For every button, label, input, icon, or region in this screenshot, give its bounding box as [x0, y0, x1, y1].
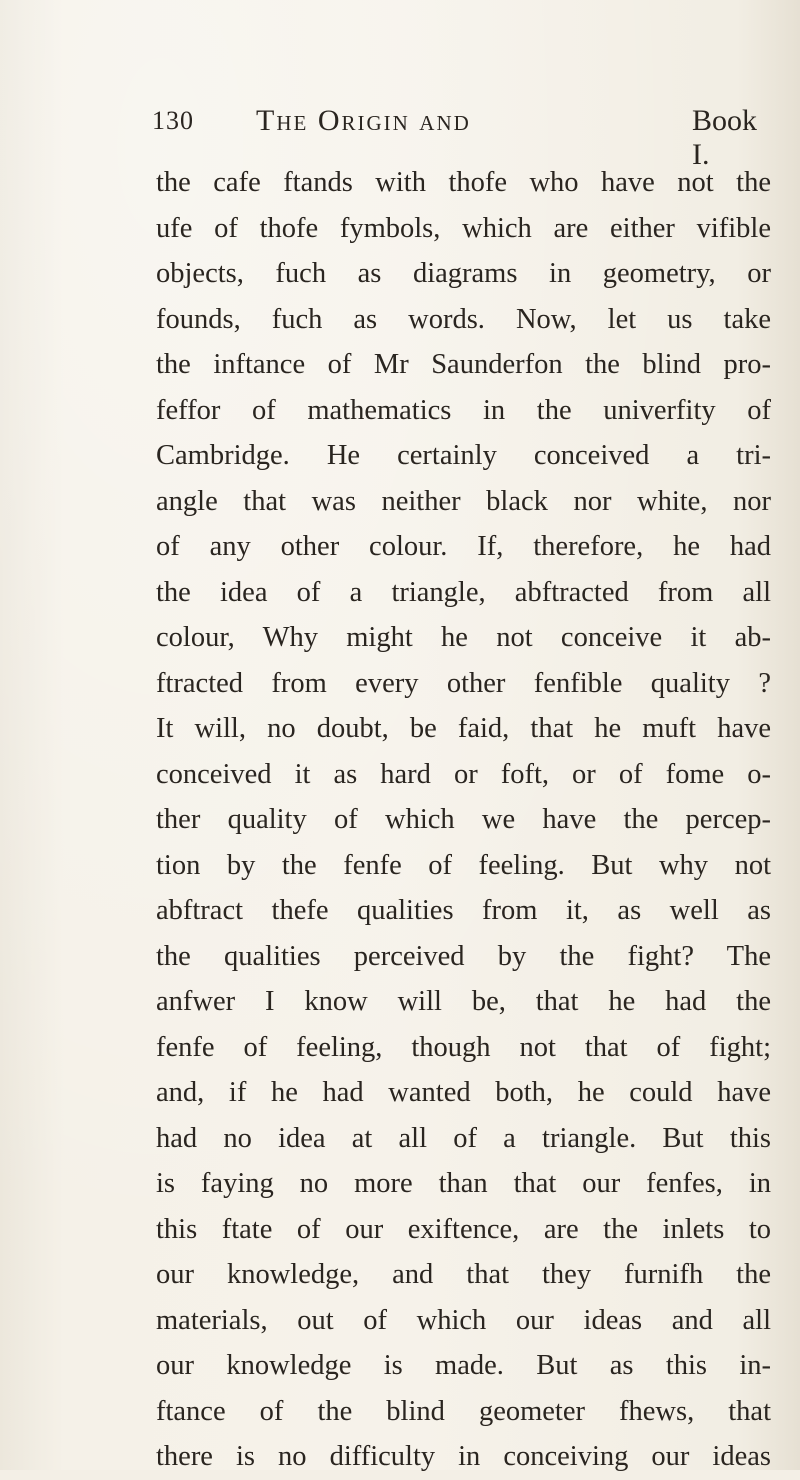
text-line: fenfe of feeling, though not that of fight; — [156, 1031, 771, 1063]
text-line: ufe of thofe fymbols, which are either vifible — [156, 212, 771, 244]
text-line: tion by the fenfe of feeling. But why not — [156, 849, 771, 881]
text-line: is faying no more than that our fenfes, in — [156, 1168, 771, 1199]
running-title: The Origin and — [256, 104, 471, 137]
text-line: the inftance of Mr Saunderfon the blind pro- — [156, 349, 771, 380]
text-line: this ftate of our exiftence, are the inlets to — [156, 1213, 771, 1245]
text-line: materials, out of which our ideas and all — [156, 1304, 771, 1336]
page-number: 130 — [152, 106, 194, 135]
text-line: ther quality of which we have the percep- — [156, 804, 771, 835]
text-line: abftract thefe qualities from it, as well as — [156, 895, 771, 926]
text-line: objects, fuch as diagrams in geometry, or — [156, 258, 771, 289]
text-line: had no idea at all of a triangle. But this — [156, 1122, 771, 1154]
running-header — [152, 104, 772, 171]
book-label: Book I. — [692, 104, 758, 171]
text-line: ftance of the blind geometer fhews, that — [156, 1395, 771, 1427]
body-text — [156, 160, 771, 1480]
text-line: angle that was neither black nor white, nor — [156, 485, 771, 517]
text-line: there is no difficulty in conceiving our ideas — [156, 1441, 771, 1472]
text-line: colour, Why might he not conceive it ab- — [156, 622, 771, 653]
text-line: our knowledge, and that they furnifh the — [156, 1259, 771, 1290]
text-line: founds, fuch as words. Now, let us take — [156, 303, 771, 335]
text-line: of any other colour. If, therefore, he had — [156, 531, 771, 562]
text-line: Cambridge. He certainly conceived a tri- — [156, 440, 771, 471]
text-line: ftracted from every other fenfible quality ? — [156, 667, 771, 699]
text-line: conceived it as hard or foft, or of fome o- — [156, 758, 771, 790]
text-line: our knowledge is made. But as this in- — [156, 1350, 771, 1381]
text-line: It will, no doubt, be faid, that he muft have — [156, 713, 771, 744]
text-line: the idea of a triangle, abftracted from all — [156, 576, 771, 608]
text-line: feffor of mathematics in the univerfity of — [156, 394, 771, 426]
text-line: the qualities perceived by the fight? The — [156, 940, 771, 972]
text-line: and, if he had wanted both, he could have — [156, 1077, 771, 1108]
text-line: anfwer I know will be, that he had the — [156, 986, 771, 1017]
text-line: the cafe ftands with thofe who have not the — [156, 167, 771, 198]
